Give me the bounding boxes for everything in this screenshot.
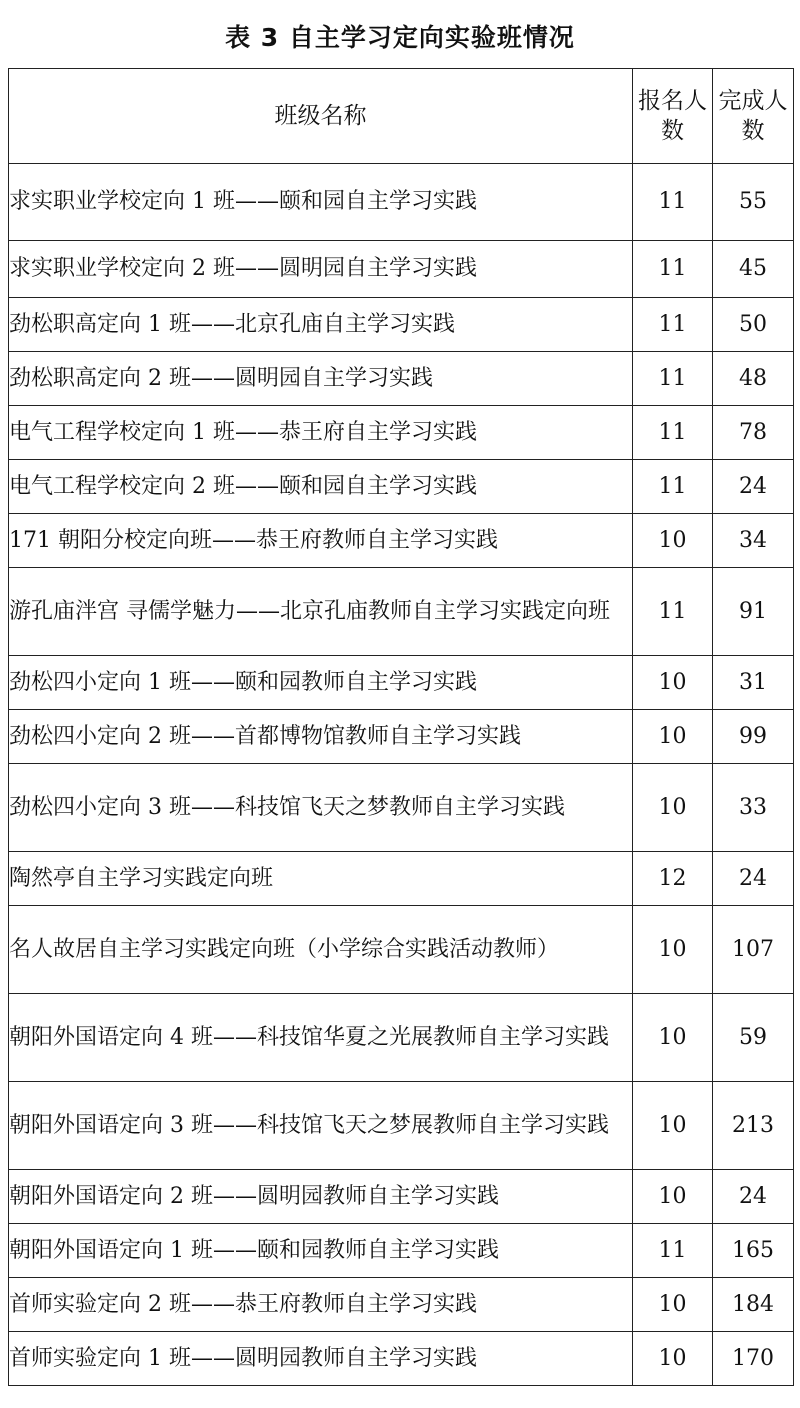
- table-row: [9, 1278, 794, 1332]
- table-row: [9, 656, 794, 710]
- completed-count-cell: 48: [713, 352, 794, 406]
- table-body: [9, 164, 794, 1386]
- registered-count-cell: 11: [633, 1224, 713, 1278]
- class-name-cell: 首师实验定向 1 班——圆明园教师自主学习实践: [9, 1332, 633, 1386]
- table-row: [9, 406, 794, 460]
- completed-count-cell: 213: [713, 1082, 794, 1170]
- class-name-cell: 劲松四小定向 2 班——首都博物馆教师自主学习实践: [9, 710, 633, 764]
- registered-count-cell: 12: [633, 852, 713, 906]
- class-name-cell: 电气工程学校定向 1 班——恭王府自主学习实践: [9, 406, 633, 460]
- completed-count-cell: 184: [713, 1278, 794, 1332]
- registered-count-cell: 10: [633, 1082, 713, 1170]
- header-class-name: 班级名称: [9, 69, 633, 164]
- completed-count-cell: 24: [713, 1170, 794, 1224]
- class-name-cell: 首师实验定向 2 班——恭王府教师自主学习实践: [9, 1278, 633, 1332]
- completed-count-cell: 107: [713, 906, 794, 994]
- completed-count-cell: 170: [713, 1332, 794, 1386]
- table-title: 表 3 自主学习定向实验班情况: [225, 23, 575, 52]
- header-row: [9, 69, 794, 164]
- class-name-cell: 求实职业学校定向 2 班——圆明园自主学习实践: [9, 241, 633, 298]
- table-row: [9, 352, 794, 406]
- table-row: [9, 298, 794, 352]
- registered-count-cell: 10: [633, 764, 713, 852]
- table-row: [9, 1224, 794, 1278]
- table-row: [9, 906, 794, 994]
- registered-count-cell: 11: [633, 164, 713, 241]
- class-name-cell: 朝阳外国语定向 3 班——科技馆飞天之梦展教师自主学习实践: [9, 1082, 633, 1170]
- completed-count-cell: 31: [713, 656, 794, 710]
- class-name-cell: 劲松职高定向 2 班——圆明园自主学习实践: [9, 352, 633, 406]
- registered-count-cell: 11: [633, 406, 713, 460]
- table-row: [9, 710, 794, 764]
- completed-count-cell: 91: [713, 568, 794, 656]
- class-name-cell: 171 朝阳分校定向班——恭王府教师自主学习实践: [9, 514, 633, 568]
- completed-count-cell: 50: [713, 298, 794, 352]
- registered-count-cell: 11: [633, 298, 713, 352]
- registered-count-cell: 10: [633, 1170, 713, 1224]
- completed-count-cell: 78: [713, 406, 794, 460]
- completed-count-cell: 24: [713, 460, 794, 514]
- completed-count-cell: 24: [713, 852, 794, 906]
- table-row: [9, 994, 794, 1082]
- class-name-cell: 朝阳外国语定向 2 班——圆明园教师自主学习实践: [9, 1170, 633, 1224]
- registered-count-cell: 10: [633, 710, 713, 764]
- header-registered-count: 报名人数: [633, 69, 713, 164]
- completed-count-cell: 55: [713, 164, 794, 241]
- table-row: [9, 852, 794, 906]
- class-name-cell: 劲松四小定向 1 班——颐和园教师自主学习实践: [9, 656, 633, 710]
- registered-count-cell: 10: [633, 1278, 713, 1332]
- class-name-cell: 朝阳外国语定向 4 班——科技馆华夏之光展教师自主学习实践: [9, 994, 633, 1082]
- table-row: [9, 241, 794, 298]
- header-completed-count: 完成人数: [713, 69, 794, 164]
- table-row: [9, 764, 794, 852]
- registered-count-cell: 11: [633, 460, 713, 514]
- table-row: [9, 1170, 794, 1224]
- class-name-cell: 陶然亭自主学习实践定向班: [9, 852, 633, 906]
- completed-count-cell: 34: [713, 514, 794, 568]
- table-row: [9, 514, 794, 568]
- class-name-cell: 劲松职高定向 1 班——北京孔庙自主学习实践: [9, 298, 633, 352]
- class-name-cell: 游孔庙泮宫 寻儒学魅力——北京孔庙教师自主学习实践定向班: [9, 568, 633, 656]
- registered-count-cell: 10: [633, 656, 713, 710]
- registered-count-cell: 10: [633, 906, 713, 994]
- registered-count-cell: 10: [633, 1332, 713, 1386]
- class-name-cell: 劲松四小定向 3 班——科技馆飞天之梦教师自主学习实践: [9, 764, 633, 852]
- completed-count-cell: 45: [713, 241, 794, 298]
- table-row: [9, 460, 794, 514]
- registered-count-cell: 10: [633, 514, 713, 568]
- table-row: [9, 1082, 794, 1170]
- registered-count-cell: 11: [633, 352, 713, 406]
- completed-count-cell: 165: [713, 1224, 794, 1278]
- registered-count-cell: 10: [633, 994, 713, 1082]
- class-name-cell: 朝阳外国语定向 1 班——颐和园教师自主学习实践: [9, 1224, 633, 1278]
- registered-count-cell: 11: [633, 241, 713, 298]
- table-row: [9, 568, 794, 656]
- class-name-cell: 电气工程学校定向 2 班——颐和园自主学习实践: [9, 460, 633, 514]
- table-row: [9, 1332, 794, 1386]
- completed-count-cell: 99: [713, 710, 794, 764]
- class-name-cell: 求实职业学校定向 1 班——颐和园自主学习实践: [9, 164, 633, 241]
- table-row: [9, 164, 794, 241]
- class-name-cell: 名人故居自主学习实践定向班（小学综合实践活动教师）: [9, 906, 633, 994]
- registered-count-cell: 11: [633, 568, 713, 656]
- completed-count-cell: 59: [713, 994, 794, 1082]
- class-table: [8, 68, 794, 1386]
- completed-count-cell: 33: [713, 764, 794, 852]
